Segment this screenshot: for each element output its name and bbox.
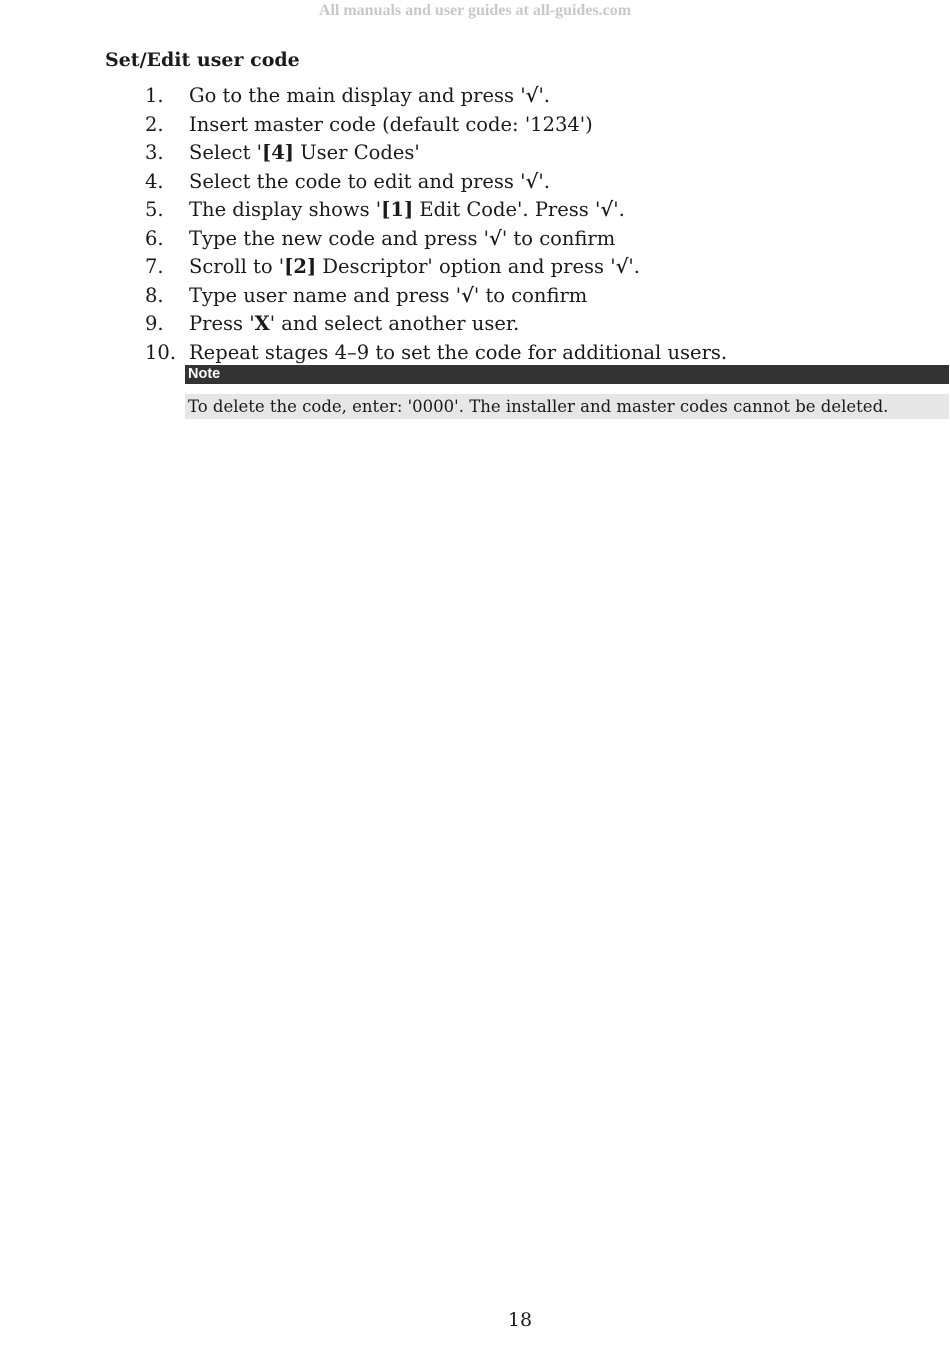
step-key-emphasis: [1] xyxy=(381,198,414,221)
step-text xyxy=(189,253,640,281)
step-text-segment: '. xyxy=(628,255,640,278)
step-key-emphasis: √ xyxy=(600,198,614,221)
step-text-segment: Descriptor' option and press ' xyxy=(316,255,616,278)
step-text-segment: Edit Code'. Press ' xyxy=(413,198,601,221)
step-text-segment: Select the code to edit and press ' xyxy=(189,169,526,193)
step-text-segment: Select ' xyxy=(189,141,262,164)
step-key-emphasis: √ xyxy=(489,226,502,250)
step-text xyxy=(189,282,587,310)
step-text-segment: Type the new code and press ' xyxy=(189,226,490,250)
step-number: 4. xyxy=(145,169,164,193)
step-key-emphasis: √ xyxy=(525,84,539,107)
step-number: 3. xyxy=(145,141,164,164)
step-text-segment: Press ' xyxy=(189,312,255,335)
step-text xyxy=(189,225,615,253)
step-number: 1. xyxy=(145,84,164,107)
step-key-emphasis: [4] xyxy=(262,141,295,164)
page-number: 18 xyxy=(507,1309,533,1331)
step-number: 6. xyxy=(145,226,164,250)
step-key-emphasis: [2] xyxy=(284,255,317,278)
step-text-segment: Type user name and press ' xyxy=(189,283,462,307)
step-text-segment: '. xyxy=(538,169,550,193)
note-text: To delete the code, enter: '0000'. The installer and master codes cannot be deleted. xyxy=(185,394,949,419)
step-text-segment: Scroll to ' xyxy=(189,255,285,278)
step-number: 7. xyxy=(145,255,164,278)
step-text-segment: '. xyxy=(538,84,550,107)
step-text xyxy=(189,310,519,338)
step-key-emphasis: √ xyxy=(461,283,474,307)
step-number: 9. xyxy=(145,312,164,335)
step-text-segment: ' to confirm xyxy=(473,283,588,307)
step-text-segment: ' to confirm xyxy=(501,226,616,250)
step-number: 5. xyxy=(145,198,164,221)
step-text-segment: Insert master code (default code: '1234') xyxy=(189,112,593,136)
watermark: All manuals and user guides at all-guides.com xyxy=(318,2,632,19)
step-text xyxy=(189,168,550,196)
step-text-segment: User Codes' xyxy=(294,141,420,164)
step-number: 2. xyxy=(145,112,164,136)
step-key-emphasis: X xyxy=(254,312,270,335)
step-number: 10. xyxy=(145,340,177,364)
note-label: Note xyxy=(185,365,949,384)
step-text xyxy=(189,82,550,110)
step-text xyxy=(189,339,727,367)
step-text-segment: Go to the main display and press ' xyxy=(189,84,526,107)
step-text-segment: Repeat stages 4–9 to set the code for additional users. xyxy=(189,340,728,364)
step-text-segment: The display shows ' xyxy=(189,198,382,221)
step-text xyxy=(189,139,420,167)
step-key-emphasis: √ xyxy=(525,169,539,193)
step-text xyxy=(189,111,593,139)
section-title: Set/Edit user code xyxy=(105,49,300,71)
step-text xyxy=(189,196,625,224)
step-number: 8. xyxy=(145,283,164,307)
step-key-emphasis: √ xyxy=(615,255,629,278)
step-text-segment: '. xyxy=(613,198,625,221)
step-text-segment: ' and select another user. xyxy=(269,312,520,335)
